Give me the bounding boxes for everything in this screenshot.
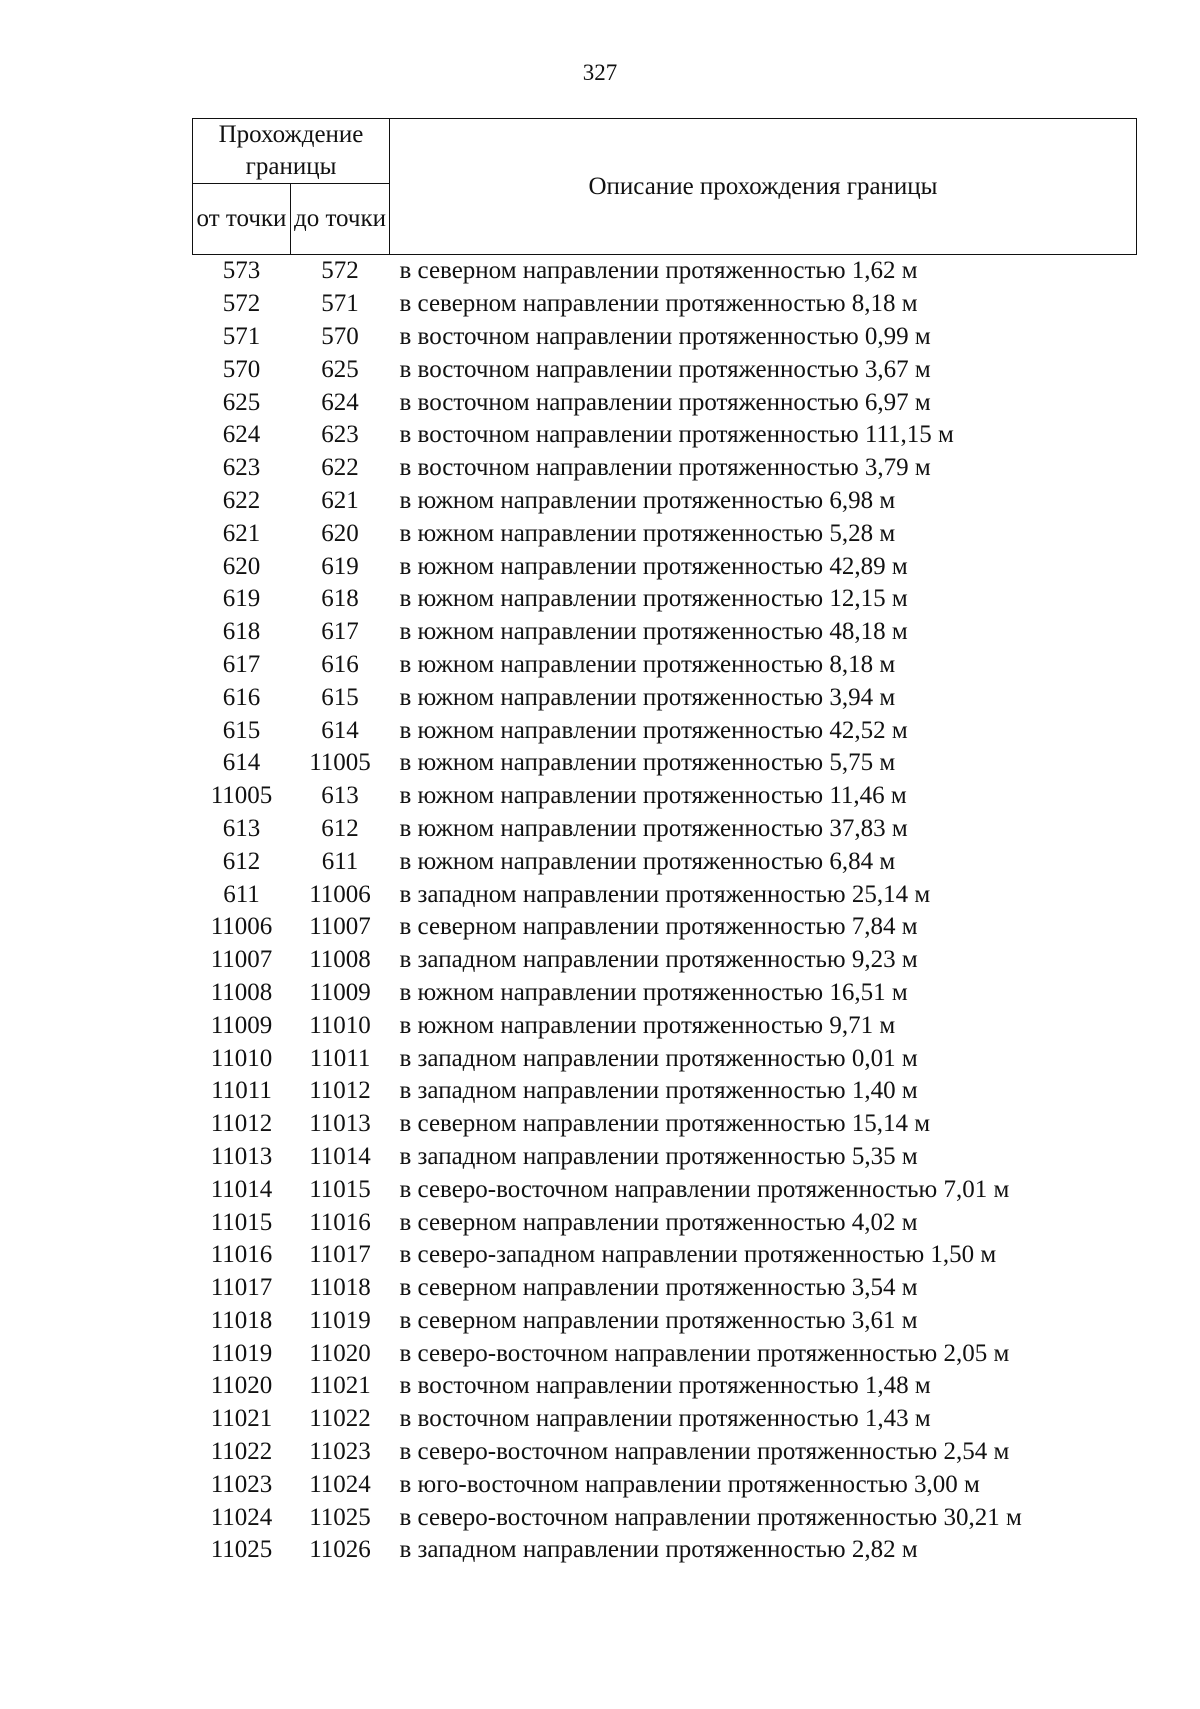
table-row	[193, 977, 1137, 1010]
description-cell: в северном направлении протяженностью 1,62 м	[399, 257, 918, 285]
description-cell: в южном направлении протяженностью 11,46 м	[399, 782, 907, 810]
boundary-table	[192, 118, 1137, 1567]
description-cell: в восточном направлении протяженностью 111,15 м	[399, 421, 954, 449]
from-point-cell: 611	[223, 880, 260, 908]
to-point-cell: 571	[321, 290, 359, 318]
to-point-cell: 11007	[309, 913, 371, 941]
to-point-cell: 613	[321, 782, 359, 810]
from-point-cell: 571	[222, 322, 261, 350]
to-point-cell: 11023	[309, 1438, 371, 1466]
description-cell: в западном направлении протяженностью 9,23 м	[399, 946, 918, 974]
description-cell: в южном направлении протяженностью 37,83 м	[399, 814, 908, 842]
header-boundary-passage: Прохождение границы	[193, 119, 390, 184]
description-cell: в восточном направлении протяженностью 3,79 м	[399, 454, 931, 482]
table-row	[193, 1075, 1137, 1108]
to-point-cell: 615	[321, 683, 359, 711]
from-point-cell: 11015	[210, 1208, 273, 1236]
to-point-cell: 612	[321, 814, 359, 842]
table-row	[193, 616, 1137, 649]
table-row	[193, 813, 1137, 846]
description-cell: в южном направлении протяженностью 12,15 м	[399, 585, 908, 613]
to-point-cell: 11025	[309, 1503, 371, 1531]
to-point-cell: 611	[321, 847, 359, 875]
table-row	[193, 255, 1137, 288]
from-point-cell: 614	[222, 749, 261, 777]
description-cell: в западном направлении протяженностью 2,82 м	[399, 1536, 918, 1564]
from-point-cell: 11014	[210, 1175, 273, 1203]
table-row	[193, 1239, 1137, 1272]
to-point-cell: 11012	[309, 1077, 371, 1105]
table-row	[193, 1108, 1137, 1141]
description-cell: в южном направлении протяженностью 42,89 м	[399, 552, 908, 580]
table-row	[193, 550, 1137, 583]
description-cell: в южном направлении протяженностью 5,28 м	[399, 519, 896, 547]
from-point-cell: 11013	[210, 1142, 273, 1170]
to-point-cell: 11017	[309, 1241, 371, 1269]
from-point-cell: 620	[222, 552, 261, 580]
table-body	[193, 255, 1137, 1567]
description-cell: в северо-восточном направлении протяженностью 2,54 м	[399, 1438, 1010, 1466]
table-row	[193, 386, 1137, 419]
table-row	[193, 649, 1137, 682]
description-cell: в северо-восточном направлении протяженностью 30,21 м	[399, 1503, 1022, 1531]
table-row	[193, 1305, 1137, 1338]
description-cell: в восточном направлении протяженностью 1,43 м	[399, 1405, 931, 1433]
table-row	[193, 1370, 1137, 1403]
to-point-cell: 11021	[309, 1372, 371, 1400]
table-row	[193, 1141, 1137, 1174]
description-cell: в северо-западном направлении протяженностью 1,50 м	[399, 1241, 997, 1269]
to-point-cell: 11006	[309, 880, 371, 908]
table-row	[193, 780, 1137, 813]
table-row	[193, 714, 1137, 747]
table-row	[193, 1403, 1137, 1436]
description-cell: в южном направлении протяженностью 6,98 м	[399, 486, 896, 514]
table-row	[193, 419, 1137, 452]
from-point-cell: 11007	[210, 946, 273, 974]
from-point-cell: 11017	[210, 1274, 273, 1302]
from-point-cell: 612	[222, 847, 261, 875]
description-cell: в восточном направлении протяженностью 3,67 м	[399, 355, 931, 383]
to-point-cell: 11011	[309, 1044, 371, 1072]
description-cell: в северном направлении протяженностью 7,84 м	[399, 913, 918, 941]
to-point-cell: 11005	[309, 749, 371, 777]
description-cell: в восточном направлении протяженностью 1,48 м	[399, 1372, 931, 1400]
description-cell: в восточном направлении протяженностью 6,97 м	[399, 388, 931, 416]
table-row	[193, 353, 1137, 386]
table-row	[193, 911, 1137, 944]
description-cell: в южном направлении протяженностью 42,52 м	[399, 716, 908, 744]
to-point-cell: 624	[321, 388, 359, 416]
description-cell: в южном направлении протяженностью 48,18 м	[399, 618, 908, 646]
to-point-cell: 11018	[309, 1274, 371, 1302]
description-cell: в северном направлении протяженностью 8,18 м	[399, 290, 918, 318]
table-row	[193, 944, 1137, 977]
to-point-cell: 619	[321, 552, 359, 580]
from-point-cell: 617	[222, 650, 261, 678]
table-row	[193, 1436, 1137, 1469]
from-point-cell: 11024	[210, 1503, 273, 1531]
from-point-cell: 11025	[210, 1536, 273, 1564]
from-point-cell: 621	[222, 519, 261, 547]
table-row	[193, 288, 1137, 321]
description-cell: в южном направлении протяженностью 3,94 м	[399, 683, 896, 711]
to-point-cell: 11009	[309, 978, 371, 1006]
to-point-cell: 616	[321, 650, 359, 678]
description-cell: в северном направлении протяженностью 4,02 м	[399, 1208, 918, 1236]
description-cell: в западном направлении протяженностью 25,14 м	[399, 880, 931, 908]
from-point-cell: 11011	[211, 1077, 272, 1105]
from-point-cell: 11016	[210, 1241, 273, 1269]
from-point-cell: 615	[222, 716, 261, 744]
table-row	[193, 1206, 1137, 1239]
to-point-cell: 11019	[309, 1306, 371, 1334]
to-point-cell: 572	[321, 257, 359, 285]
from-point-cell: 11022	[210, 1438, 273, 1466]
description-cell: в западном направлении протяженностью 1,40 м	[399, 1077, 918, 1105]
description-cell: в северном направлении протяженностью 3,61 м	[399, 1306, 918, 1334]
to-point-cell: 11024	[309, 1470, 371, 1498]
header-to-point: до точки	[291, 184, 390, 255]
description-cell: в западном направлении протяженностью 0,01 м	[399, 1044, 918, 1072]
to-point-cell: 11015	[309, 1175, 371, 1203]
description-cell: в северном направлении протяженностью 15,14 м	[399, 1110, 931, 1138]
page-number: 327	[582, 60, 618, 85]
table-row	[193, 321, 1137, 354]
to-point-cell: 620	[321, 519, 359, 547]
table-row	[193, 517, 1137, 550]
from-point-cell: 11012	[210, 1110, 273, 1138]
from-point-cell: 572	[222, 290, 261, 318]
to-point-cell: 11016	[309, 1208, 371, 1236]
table-row	[193, 1468, 1137, 1501]
to-point-cell: 618	[321, 585, 359, 613]
table-row	[193, 845, 1137, 878]
description-cell: в северо-восточном направлении протяженностью 7,01 м	[399, 1175, 1010, 1203]
description-cell: в южном направлении протяженностью 16,51 м	[399, 978, 908, 1006]
description-cell: в северо-восточном направлении протяженностью 2,05 м	[399, 1339, 1010, 1367]
table-row	[193, 1009, 1137, 1042]
to-point-cell: 11014	[309, 1142, 371, 1170]
table-header	[193, 119, 1137, 255]
description-cell: в западном направлении протяженностью 5,35 м	[399, 1142, 918, 1170]
from-point-cell: 618	[222, 618, 261, 646]
table-row	[193, 681, 1137, 714]
from-point-cell: 11008	[210, 978, 273, 1006]
description-cell: в южном направлении протяженностью 6,84 м	[399, 847, 896, 875]
to-point-cell: 11013	[309, 1110, 371, 1138]
to-point-cell: 617	[321, 618, 359, 646]
to-point-cell: 614	[321, 716, 359, 744]
to-point-cell: 11020	[309, 1339, 371, 1367]
from-point-cell: 11006	[210, 913, 273, 941]
table-row	[193, 878, 1137, 911]
from-point-cell: 11018	[210, 1306, 273, 1334]
table-row	[193, 485, 1137, 518]
table-row	[193, 1501, 1137, 1534]
table-row	[193, 747, 1137, 780]
to-point-cell: 11022	[309, 1405, 371, 1433]
from-point-cell: 616	[222, 683, 261, 711]
from-point-cell: 11020	[210, 1372, 273, 1400]
from-point-cell: 11010	[210, 1044, 273, 1072]
header-description: Описание прохождения границы	[390, 119, 1137, 255]
to-point-cell: 11010	[309, 1011, 371, 1039]
from-point-cell: 570	[222, 355, 261, 383]
from-point-cell: 619	[222, 585, 261, 613]
to-point-cell: 11026	[309, 1536, 371, 1564]
from-point-cell: 613	[222, 814, 261, 842]
description-cell: в восточном направлении протяженностью 0,99 м	[399, 322, 931, 350]
to-point-cell: 621	[321, 486, 359, 514]
from-point-cell: 624	[222, 421, 261, 449]
from-point-cell: 11005	[210, 782, 273, 810]
from-point-cell: 11009	[210, 1011, 273, 1039]
table-row	[193, 1272, 1137, 1305]
table-row	[193, 452, 1137, 485]
to-point-cell: 623	[321, 421, 359, 449]
to-point-cell: 11008	[309, 946, 371, 974]
table-row	[193, 1534, 1137, 1567]
description-cell: в южном направлении протяженностью 9,71 м	[399, 1011, 896, 1039]
to-point-cell: 570	[321, 322, 359, 350]
description-cell: в северном направлении протяженностью 3,54 м	[399, 1274, 918, 1302]
from-point-cell: 11021	[210, 1405, 273, 1433]
header-from-point: от точки	[193, 184, 291, 255]
from-point-cell: 11023	[210, 1470, 273, 1498]
table-row	[193, 583, 1137, 616]
from-point-cell: 622	[222, 486, 261, 514]
description-cell: в южном направлении протяженностью 8,18 м	[399, 650, 896, 678]
table-row	[193, 1173, 1137, 1206]
to-point-cell: 625	[321, 355, 359, 383]
description-cell: в южном направлении протяженностью 5,75 м	[399, 749, 896, 777]
from-point-cell: 573	[222, 257, 261, 285]
from-point-cell: 623	[222, 454, 261, 482]
description-cell: в юго-восточном направлении протяженностью 3,00 м	[399, 1470, 980, 1498]
to-point-cell: 622	[321, 454, 359, 482]
from-point-cell: 11019	[210, 1339, 273, 1367]
table-row	[193, 1337, 1137, 1370]
table-row	[193, 1042, 1137, 1075]
from-point-cell: 625	[222, 388, 261, 416]
